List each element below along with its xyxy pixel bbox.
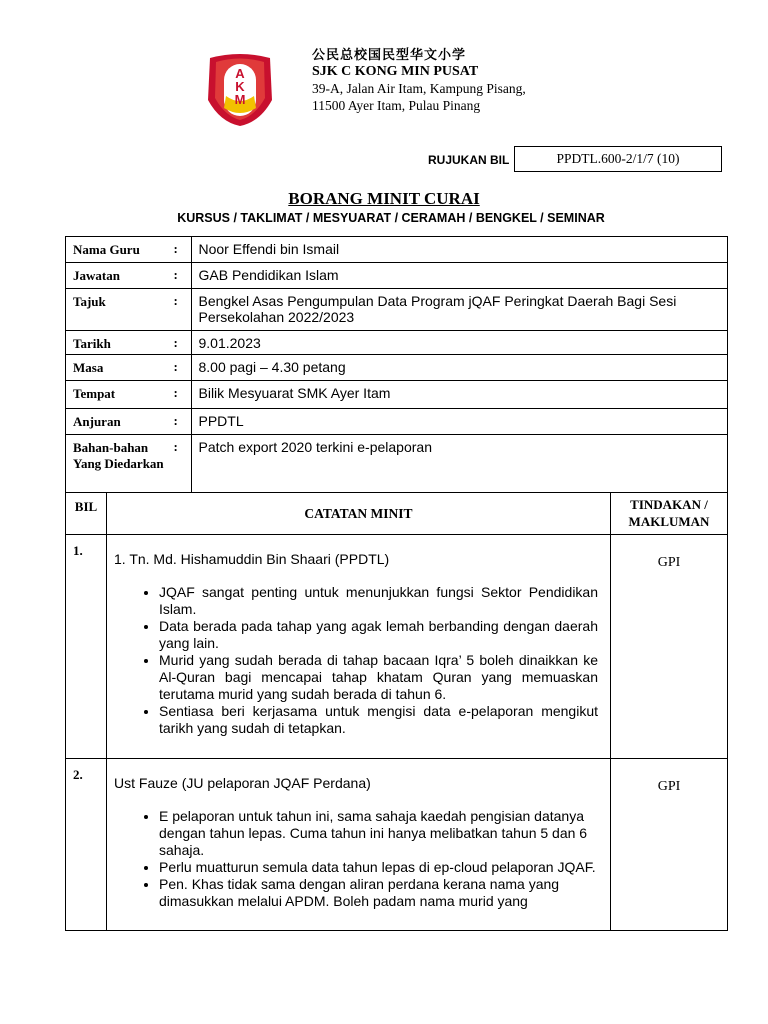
minutes-points [114, 584, 598, 737]
form-subtitle: KURSUS / TAKLIMAT / MESYUARAT / CERAMAH / BENGKEL / SEMINAR [177, 211, 605, 225]
info-label: Anjuran [66, 409, 174, 435]
info-value: Noor Effendi bin Ismail [191, 237, 728, 263]
minutes-point: • Sentiasa beri kerjasama untuk mengisi data e-pelaporan mengikut tarikh yang sudah di tetapkan. [159, 703, 598, 737]
minutes-content [107, 759, 611, 931]
minutes-action: GPI [611, 535, 728, 759]
minutes-row [66, 535, 728, 759]
info-value: PPDTL [191, 409, 728, 435]
minutes-points [114, 808, 598, 910]
minutes-point: • Murid yang sudah berada di tahap bacaan Iqra’ 5 boleh dinaikkan ke Al-Quran bagi mencapai tahap khatam Quran yang memuaskan terutama murid yang sudah berada di tahun 6. [159, 652, 598, 703]
info-value: Bilik Mesyuarat SMK Ayer Itam [191, 381, 728, 409]
info-row-nama-guru [66, 237, 728, 263]
minutes-heading: 1. Tn. Md. Hishamuddin Bin Shaari (PPDTL) [114, 551, 390, 567]
info-row-bahan [66, 435, 728, 493]
info-row-tempat [66, 381, 728, 409]
info-value: Patch export 2020 terkini e-pelaporan [191, 435, 728, 493]
info-row-jawatan [66, 263, 728, 289]
info-table [65, 236, 728, 493]
form-title: BORANG MINIT CURAI [288, 189, 480, 208]
info-label: Tajuk [66, 289, 174, 331]
info-row-masa [66, 355, 728, 381]
minutes-table [65, 492, 728, 931]
info-label: Nama Guru [66, 237, 174, 263]
minutes-row [66, 759, 728, 931]
minutes-point: • Pen. Khas tidak sama dengan aliran perdana kerana nama yang dimasukkan melalui APDM. Boleh padam nama murid yang [159, 876, 598, 910]
info-colon: : [174, 435, 192, 493]
info-row-anjuran [66, 409, 728, 435]
info-value: 9.01.2023 [191, 331, 728, 355]
reference-label: RUJUKAN BIL [428, 153, 510, 167]
logo-letter: M [234, 92, 246, 107]
school-address-line-1: 39-A, Jalan Air Itam, Kampung Pisang, [312, 81, 526, 96]
school-header [312, 46, 526, 114]
info-value: GAB Pendidikan Islam [191, 263, 728, 289]
info-label: Masa [66, 355, 174, 381]
school-name-chinese: 公民总校国民型华文小学 [312, 47, 467, 62]
logo-letter: A [235, 66, 245, 81]
minutes-point: • Perlu muatturun semula data tahun lepas di ep-cloud pelaporan JQAF. [159, 859, 598, 876]
header-bil: BIL [66, 493, 107, 535]
info-colon: : [174, 355, 192, 381]
logo-letter: K [235, 79, 245, 94]
info-colon: : [174, 263, 192, 289]
minutes-point: • JQAF sangat penting untuk menunjukkan fungsi Sektor Pendidikan Islam. [159, 584, 598, 618]
school-address-line-2: 11500 Ayer Itam, Pulau Pinang [312, 98, 481, 113]
minutes-action: GPI [611, 759, 728, 931]
info-colon: : [174, 237, 192, 263]
info-row-tajuk [66, 289, 728, 331]
minutes-content [107, 535, 611, 759]
minutes-number: 2. [66, 759, 107, 931]
info-value: 8.00 pagi – 4.30 petang [191, 355, 728, 381]
minutes-heading: Ust Fauze (JU pelaporan JQAF Perdana) [114, 775, 371, 791]
info-label: Tempat [66, 381, 174, 409]
minutes-point: • E pelaporan untuk tahun ini, sama sahaja kaedah pengisian datanya dengan tahun lepas. Cuma tahun ini hanya melibatkan tahun 5 dan 6 sahaja. [159, 808, 598, 859]
school-logo-crest [200, 50, 280, 126]
info-value: Bengkel Asas Pengumpulan Data Program jQAF Peringkat Daerah Bagi Sesi Persekolahan 2022/2023 [191, 289, 728, 331]
info-label: Bahan-bahan Yang Diedarkan [66, 435, 174, 493]
info-colon: : [174, 331, 192, 355]
header-catatan-minit: CATATAN MINIT [107, 493, 611, 535]
info-colon: : [174, 409, 192, 435]
minutes-point: • Data berada pada tahap yang agak lemah berbanding dengan daerah yang lain. [159, 618, 598, 652]
info-label: Jawatan [66, 263, 174, 289]
minutes-number: 1. [66, 535, 107, 759]
minutes-header-row [66, 493, 728, 535]
info-colon: : [174, 381, 192, 409]
info-colon: : [174, 289, 192, 331]
info-row-tarikh [66, 331, 728, 355]
reference-number: PPDTL.600-2/1/7 (10) [514, 146, 722, 172]
header-tindakan: TINDAKAN / MAKLUMAN [611, 493, 728, 535]
info-label: Tarikh [66, 331, 174, 355]
school-name-english: SJK C KONG MIN PUSAT [312, 64, 479, 79]
